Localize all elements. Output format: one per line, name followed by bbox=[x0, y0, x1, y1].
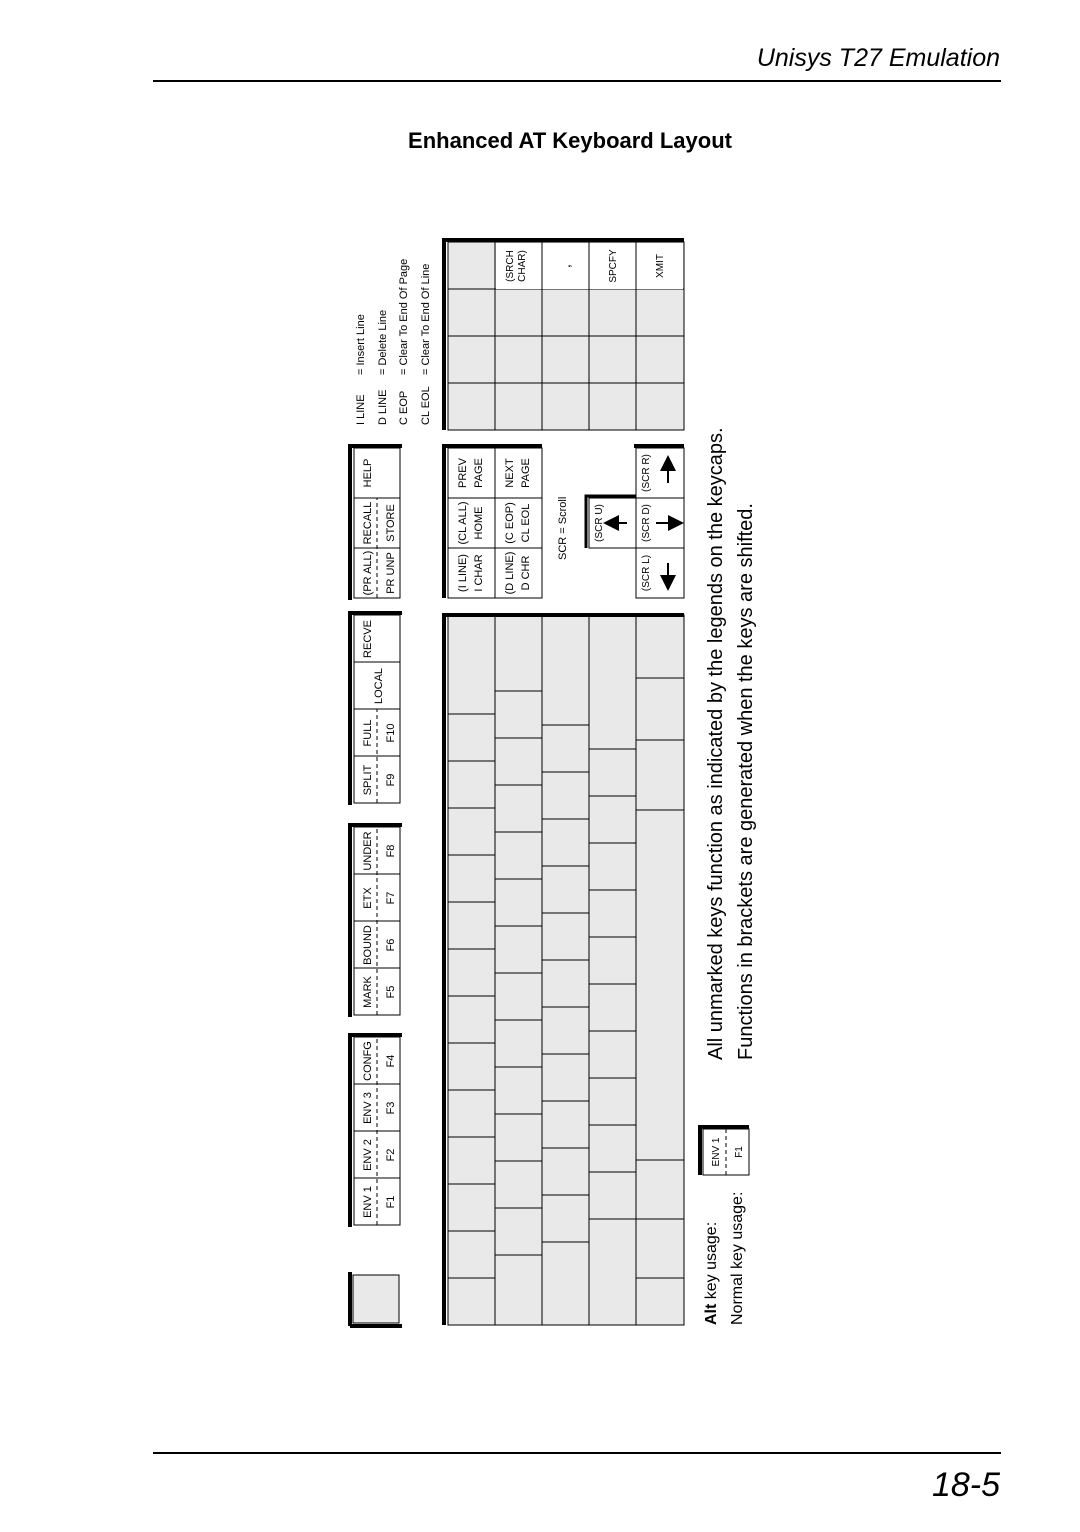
insert-key-top-label: (I LINE) bbox=[457, 554, 469, 592]
f10-normal-label: F10 bbox=[385, 723, 397, 743]
f10-alt-label: FULL bbox=[362, 719, 374, 747]
footer-rule bbox=[153, 1452, 1001, 1454]
numpad-xmit-label: XMIT bbox=[655, 254, 666, 278]
f7-alt-label: ETX bbox=[362, 887, 374, 909]
legend-abbr-4: CL EOL bbox=[420, 386, 432, 425]
numeric-keypad bbox=[444, 240, 684, 430]
f3-alt-label: ENV 3 bbox=[362, 1092, 374, 1124]
end-key-top-label: (C EOP) bbox=[504, 502, 516, 544]
f7-normal-label: F7 bbox=[385, 891, 397, 905]
up-arrow-key-label: (SCR U) bbox=[594, 504, 605, 542]
down-arrow-key-label: (SCR D) bbox=[641, 504, 652, 542]
numpad-comma-label: , bbox=[557, 264, 573, 268]
esc-key bbox=[350, 1272, 402, 1326]
legend-meaning-1: = Insert Line bbox=[355, 314, 367, 375]
f5-normal-label: F5 bbox=[385, 985, 397, 999]
section-title: Enhanced AT Keyboard Layout bbox=[408, 128, 732, 153]
page-up-key-top-label: PREV bbox=[457, 458, 469, 488]
page-down-key-top-label: NEXT bbox=[504, 458, 516, 488]
print-screen-alt-label: (PR ALL) bbox=[362, 550, 374, 596]
note-line-1: All unmarked keys function as indicated by the legends on the keycaps. bbox=[705, 427, 727, 1060]
f4-normal-label: F4 bbox=[385, 1054, 397, 1068]
f5-alt-label: MARK bbox=[362, 976, 374, 1008]
f3-normal-label: F3 bbox=[385, 1101, 397, 1115]
f6-alt-label: BOUND bbox=[362, 925, 374, 965]
f9-alt-label: SPLIT bbox=[362, 764, 374, 796]
legend-meaning-2: = Delete Line bbox=[377, 309, 389, 375]
f2-alt-label: ENV 2 bbox=[362, 1139, 374, 1171]
legend-meaning-4: = Clear To End Of Line bbox=[420, 263, 432, 375]
f4-alt-label: CONFG bbox=[362, 1041, 374, 1081]
numpad-srch-label-line2: CHAR) bbox=[517, 250, 528, 282]
end-key-bottom-label: CL EOL bbox=[520, 503, 532, 543]
page-up-key-bottom-label: PAGE bbox=[473, 458, 485, 488]
f1-alt-label: ENV 1 bbox=[362, 1186, 374, 1218]
note-line-2: Functions in brackets are generated when the keys are shifted. bbox=[735, 503, 757, 1060]
print-screen-normal-label: PR UNP bbox=[385, 552, 397, 594]
legend-meaning-3: = Clear To End Of Page bbox=[398, 258, 410, 375]
usage-sample-alt-label: ENV 1 bbox=[711, 1137, 722, 1167]
f8-alt-label: UNDER bbox=[362, 831, 374, 871]
f2-normal-label: F2 bbox=[385, 1148, 397, 1162]
scroll-lock-alt-label: RECALL bbox=[362, 501, 374, 545]
home-key-top-label: (CL ALL) bbox=[457, 501, 469, 545]
home-key-bottom-label: HOME bbox=[473, 506, 485, 540]
right-arrow-key-label: (SCR R) bbox=[641, 454, 652, 492]
alt-key-usage-label: Alt key usage: bbox=[703, 1221, 720, 1325]
scroll-lock-normal-label: STORE bbox=[385, 504, 397, 542]
legend-abbr-1: I LINE bbox=[355, 394, 367, 425]
delete-key-top-label: (D LINE) bbox=[504, 551, 516, 595]
f6-normal-label: F6 bbox=[385, 938, 397, 952]
page-down-key-bottom-label: PAGE bbox=[520, 458, 532, 488]
f9-normal-label: F9 bbox=[385, 773, 397, 787]
numpad-srch-label-line1: (SRCH bbox=[505, 250, 516, 282]
left-arrow-key-label: (SCR L) bbox=[641, 554, 652, 592]
usage-sample-normal-label: F1 bbox=[734, 1146, 745, 1158]
numpad-spcfy-label: SPCFY bbox=[608, 249, 619, 283]
delete-key-bottom-label: D CHR bbox=[520, 555, 532, 591]
running-title: Unisys T27 Emulation bbox=[756, 44, 1000, 72]
f8-normal-label: F8 bbox=[385, 844, 397, 858]
normal-key-usage-label: Normal key usage: bbox=[729, 1191, 746, 1325]
keyboard-diagram bbox=[330, 210, 800, 1360]
scroll-note: SCR = Scroll bbox=[557, 496, 569, 560]
header-rule bbox=[153, 80, 1001, 82]
f1-normal-label: F1 bbox=[385, 1195, 397, 1209]
legend-abbr-2: D LINE bbox=[377, 389, 389, 425]
f11-label: LOCAL bbox=[373, 667, 385, 705]
legend-abbr-3: C EOP bbox=[398, 390, 410, 425]
f12-label: RECVE bbox=[362, 620, 374, 658]
pause-label: HELP bbox=[362, 458, 374, 488]
insert-key-bottom-label: I CHAR bbox=[473, 554, 485, 592]
page-number: 18-5 bbox=[931, 1466, 1000, 1504]
main-key-block bbox=[444, 615, 684, 1325]
